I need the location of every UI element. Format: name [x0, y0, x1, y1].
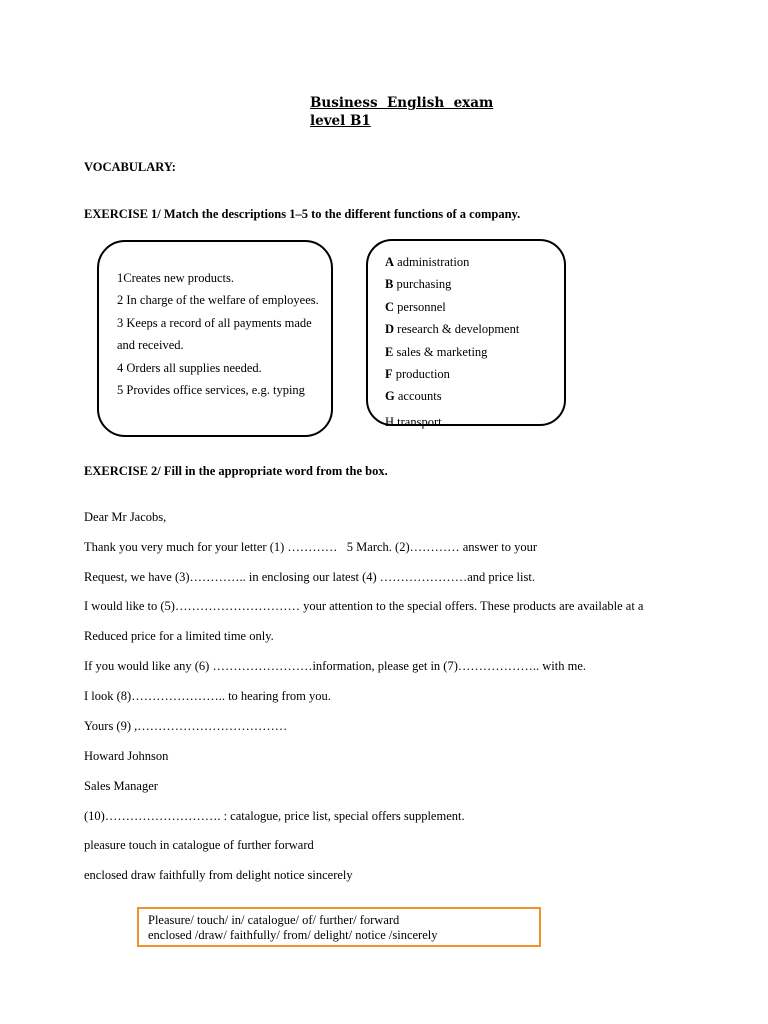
function-letter: C — [385, 299, 395, 314]
function-text: sales & marketing — [393, 344, 488, 359]
letter-line: Yours (9) ,……………………………… — [84, 719, 288, 733]
exercise1-heading: EXERCISE 1/ Match the descriptions 1–5 to the different functions of a company. — [84, 207, 521, 221]
title-line-1: Business English exam — [310, 95, 494, 111]
exercise2-heading: EXERCISE 2/ Fill in the appropriate word from the box. — [84, 464, 388, 478]
letter-line: pleasure touch in catalogue of further forward — [84, 838, 314, 852]
functions-box — [366, 239, 566, 429]
letter-line: Reduced price for a limited time only. — [84, 629, 274, 643]
function-item-d — [385, 318, 519, 340]
descriptions-box — [97, 240, 333, 437]
function-text: administration — [394, 255, 470, 269]
function-item-b — [385, 273, 519, 295]
letter-line: If you would like any (6) ……………………information, please get in (7)……………….. with me. — [84, 659, 587, 673]
function-item-cut-off: H transport — [385, 415, 442, 429]
descriptions-list — [117, 267, 329, 401]
word-box-line-2: enclosed /draw/ faithfully/ from/ delight/ notice /sincerely — [148, 928, 438, 942]
letter-line: Dear Mr Jacobs, — [84, 510, 167, 524]
function-item-e — [385, 341, 519, 363]
function-letter: B — [385, 277, 394, 292]
description-item: 4 Orders all supplies needed. — [117, 360, 262, 375]
function-letter: F — [385, 367, 393, 382]
function-text: production — [392, 367, 450, 382]
word-box-line-1: Pleasure/ touch/ in/ catalogue/ of/ further/ forward — [148, 913, 400, 927]
function-letter: D — [385, 322, 395, 337]
function-letter: E — [385, 344, 394, 359]
letter-line: I would like to (5)………………………… your attention to the special offers. These products are available at a — [84, 599, 644, 613]
function-item-a — [385, 251, 519, 273]
letter-line: I look (8)………………….. to hearing from you. — [84, 689, 331, 703]
title-line-2: level B1 — [310, 113, 371, 129]
function-letter: A — [385, 255, 395, 269]
function-item-g — [385, 385, 519, 407]
letter-line: Thank you very much for your letter (1) ………… 5 March. (2)………… answer to your — [84, 540, 538, 554]
description-item: 5 Provides office services, e.g. typing — [117, 383, 305, 398]
letter-line: Howard Johnson — [84, 749, 169, 763]
letter-line: enclosed draw faithfully from delight notice sincerely — [84, 868, 353, 882]
letter-line: Request, we have (3)………….. in enclosing our latest (4) …………………and price list. — [84, 570, 535, 584]
function-text: purchasing — [393, 277, 452, 292]
description-item: 2 In charge of the welfare of employees. — [117, 293, 319, 308]
function-letter: G — [385, 389, 395, 404]
description-item: 3 Keeps a record of all payments made and received. — [117, 315, 312, 353]
function-text: personnel — [394, 299, 446, 314]
function-text: accounts — [394, 389, 442, 404]
description-item: 1Creates new products. — [117, 271, 234, 285]
function-item-f — [385, 363, 519, 385]
functions-list — [385, 251, 519, 408]
function-item-c — [385, 296, 519, 318]
word-box — [137, 907, 541, 947]
vocabulary-heading: VOCABULARY: — [84, 160, 176, 174]
letter-line: Sales Manager — [84, 779, 158, 793]
letter-line: (10)………………………. : catalogue, price list, special offers supplement. — [84, 809, 465, 823]
function-text: research & development — [394, 322, 520, 337]
page-title — [310, 94, 493, 130]
